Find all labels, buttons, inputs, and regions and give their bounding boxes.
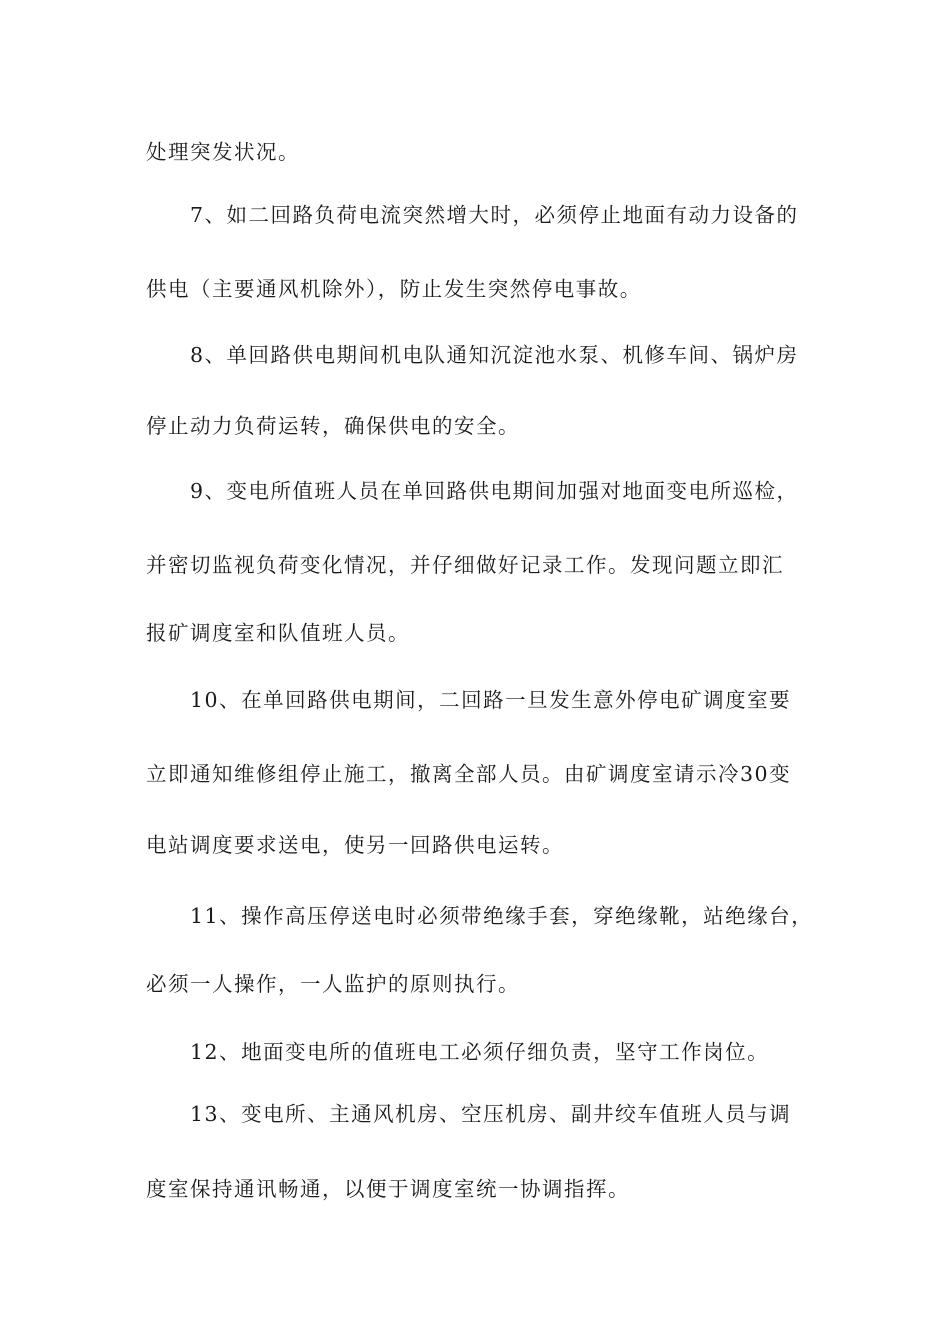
paragraph-11-line-1: 11、操作高压停送电时必须带绝缘手套，穿绝缘靴，站绝缘台， (190, 904, 814, 928)
paragraph-13-line-1: 13、变电所、主通风机房、空压机房、副井绞车值班人员与调 (190, 1102, 792, 1126)
paragraph-10-line-2: 立即通知维修组停止施工，撤离全部人员。由矿调度室请示冷30变 (146, 762, 792, 786)
paragraph-9-line-2: 并密切监视负荷变化情况，并仔细做好记录工作。发现问题立即汇 (146, 553, 784, 577)
paragraph-6-continuation: 处理突发状况。 (146, 140, 300, 164)
paragraph-9-line-1: 9、变电所值班人员在单回路供电期间加强对地面变电所巡检， (190, 479, 799, 503)
paragraph-13-line-2: 度室保持通讯畅通，以便于调度室统一协调指挥。 (146, 1177, 630, 1201)
paragraph-8-line-1: 8、单回路供电期间机电队通知沉淀池水泵、机修车间、锅炉房 (190, 343, 799, 367)
paragraph-11-line-2: 必须一人操作，一人监护的原则执行。 (146, 972, 520, 996)
paragraph-9-line-3: 报矿调度室和队值班人员。 (146, 621, 410, 645)
paragraph-10-line-3: 电站调度要求送电，使另一回路供电运转。 (146, 833, 564, 857)
paragraph-12-line-1: 12、地面变电所的值班电工必须仔细负责，坚守工作岗位。 (190, 1040, 770, 1064)
paragraph-10-line-1: 10、在单回路供电期间，二回路一旦发生意外停电矿调度室要 (190, 688, 792, 712)
paragraph-7-line-2: 供电（主要通风机除外），防止发生突然停电事故。 (146, 277, 642, 301)
paragraph-8-line-2: 停止动力负荷运转，确保供电的安全。 (146, 414, 520, 438)
paragraph-7-line-1: 7、如二回路负荷电流突然增大时，必须停止地面有动力设备的 (190, 203, 799, 227)
